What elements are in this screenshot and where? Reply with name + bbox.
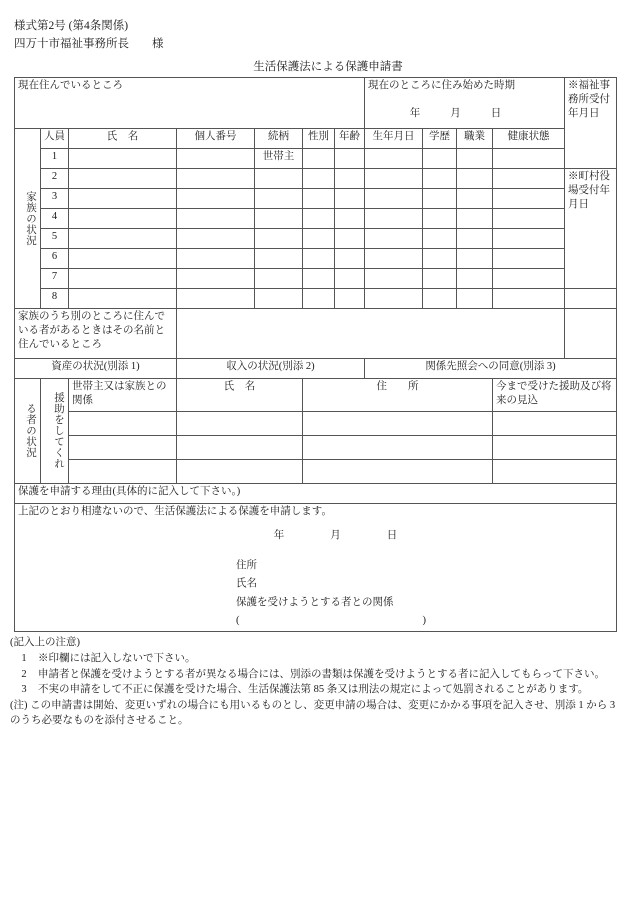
signature-block — [18, 543, 613, 631]
member-occupation[interactable] — [457, 288, 493, 308]
paren-open: ( — [236, 615, 240, 627]
reason-row — [15, 483, 617, 503]
member-birthdate[interactable] — [365, 168, 423, 188]
member-personal-number[interactable] — [177, 288, 255, 308]
signature-name-label[interactable]: 氏名 — [236, 578, 257, 590]
note-number: 1 — [21, 653, 27, 664]
note-text: 不実の申請をして不正に保護を受けた場合、生活保護法第 85 条又は刑法の規定によって処罰されることがあります。 — [38, 684, 589, 696]
member-age[interactable] — [335, 268, 365, 288]
table-row — [15, 148, 617, 168]
member-health[interactable] — [493, 148, 565, 168]
supporter-side-label-outer: る者の状況 — [15, 378, 41, 483]
member-occupation[interactable] — [457, 248, 493, 268]
declaration-cell — [15, 503, 617, 632]
town-receipt-spacer — [565, 288, 617, 308]
separate-residence-label: 家族のうち別のところに住んでいる者があるときはその名前と住んでいるところ — [15, 308, 177, 358]
table-row — [15, 268, 617, 288]
member-personal-number[interactable] — [177, 208, 255, 228]
table-row — [15, 248, 617, 268]
town-receipt-label: ※町村役場受付年月日 — [568, 170, 610, 210]
member-occupation[interactable] — [457, 228, 493, 248]
day-label: 日 — [386, 529, 398, 541]
note-text: ※印欄には記入しないで下さい。 — [38, 653, 196, 664]
consent-inquiry-cell[interactable]: 関係先照会への同意(別添 3) — [365, 358, 617, 378]
member-education[interactable] — [423, 168, 457, 188]
current-residence-label: 現在住んでいるところ — [18, 79, 123, 91]
member-occupation[interactable] — [457, 208, 493, 228]
member-name[interactable] — [69, 228, 177, 248]
table-row — [15, 411, 617, 435]
table-row — [15, 188, 617, 208]
table-row — [15, 435, 617, 459]
income-status-cell[interactable]: 収入の状況(別添 2) — [177, 358, 365, 378]
member-birthdate[interactable] — [365, 208, 423, 228]
member-occupation[interactable] — [457, 168, 493, 188]
table-row — [15, 228, 617, 248]
member-age[interactable] — [335, 228, 365, 248]
member-gender[interactable] — [303, 168, 335, 188]
member-name[interactable] — [69, 268, 177, 288]
member-health[interactable] — [493, 288, 565, 308]
col-header-supporter-outlook: 今まで受けた援助及び将来の見込 — [493, 378, 617, 411]
residence-since-cell[interactable] — [365, 77, 565, 128]
separate-residence-row — [15, 308, 617, 358]
office-receipt-label: ※福祉事務所受付年月日 — [568, 79, 610, 119]
member-gender[interactable] — [303, 268, 335, 288]
table-row — [15, 208, 617, 228]
separate-residence-input[interactable] — [177, 308, 565, 358]
form-number: 様式第2号 (第4条関係) — [14, 20, 129, 32]
member-number: 8 — [41, 288, 69, 308]
application-form-table — [14, 77, 617, 633]
member-personal-number[interactable] — [177, 168, 255, 188]
member-personal-number[interactable] — [177, 268, 255, 288]
member-relation[interactable]: 世帯主 — [255, 148, 303, 168]
assets-status-cell[interactable]: 資産の状況(別添 1) — [15, 358, 177, 378]
member-education[interactable] — [423, 288, 457, 308]
note-number: 3 — [21, 684, 27, 696]
table-row — [15, 168, 617, 188]
document-header — [0, 0, 630, 54]
supporter-address[interactable] — [303, 459, 493, 483]
declaration-row — [15, 503, 617, 632]
month-label: 月 — [330, 529, 341, 541]
col-header-number: 人員 — [41, 128, 69, 148]
member-personal-number[interactable] — [177, 248, 255, 268]
supporter-outlook[interactable] — [493, 459, 617, 483]
note-text: 申請者と保護を受けようとする者が異なる場合には、別添の書類は保護を受けようとする者に記入してもらって下さい。 — [38, 668, 605, 680]
member-personal-number[interactable] — [177, 228, 255, 248]
member-education[interactable] — [423, 188, 457, 208]
member-age[interactable] — [335, 208, 365, 228]
supporter-name[interactable] — [177, 459, 303, 483]
addressee: 四万十市福祉事務所長 様 — [14, 37, 164, 50]
list-item — [10, 667, 622, 683]
member-personal-number[interactable] — [177, 188, 255, 208]
member-name[interactable] — [69, 168, 177, 188]
member-education[interactable] — [423, 268, 457, 288]
member-education[interactable] — [423, 148, 457, 168]
supporter-outlook[interactable] — [493, 435, 617, 459]
member-age[interactable] — [335, 248, 365, 268]
member-gender[interactable] — [303, 288, 335, 308]
supporter-relation[interactable] — [69, 411, 177, 435]
member-birthdate[interactable] — [365, 228, 423, 248]
supporter-outlook[interactable] — [493, 411, 617, 435]
member-health[interactable] — [493, 188, 565, 208]
member-name[interactable] — [69, 148, 177, 168]
day-label: 日 — [490, 107, 502, 119]
list-item — [10, 651, 622, 667]
supporter-relation[interactable] — [69, 459, 177, 483]
year-label: 年 — [273, 529, 285, 541]
family-header-row — [15, 128, 617, 148]
member-number: 2 — [41, 168, 69, 188]
member-relation[interactable] — [255, 228, 303, 248]
col-header-supporter-name: 氏 名 — [177, 378, 303, 411]
member-name[interactable] — [69, 188, 177, 208]
signature-address-label[interactable]: 住所 — [236, 559, 257, 571]
signature-relation-field[interactable] — [236, 612, 426, 630]
member-number: 5 — [41, 228, 69, 248]
member-birthdate[interactable] — [365, 148, 423, 168]
member-relation[interactable] — [255, 248, 303, 268]
member-name[interactable] — [69, 288, 177, 308]
col-header-personal-number: 個人番号 — [177, 128, 255, 148]
supporter-side-label-inner: 援助をしてくれ — [41, 378, 69, 483]
member-occupation[interactable] — [457, 188, 493, 208]
member-age[interactable] — [335, 168, 365, 188]
member-education[interactable] — [423, 208, 457, 228]
page-title: 生活保護法による保護申請書 — [253, 60, 403, 73]
declaration-text: 上記のとおり相違ないので、生活保護法による保護を申請します。 — [18, 505, 332, 517]
table-row — [15, 288, 617, 308]
col-header-age: 年齢 — [335, 128, 365, 148]
supporter-address[interactable] — [303, 435, 493, 459]
member-birthdate[interactable] — [365, 268, 423, 288]
supporter-relation[interactable] — [69, 435, 177, 459]
list-item — [10, 682, 622, 698]
supporter-header-row — [15, 378, 617, 411]
member-education[interactable] — [423, 228, 457, 248]
member-age[interactable] — [335, 188, 365, 208]
member-relation[interactable] — [255, 188, 303, 208]
separate-residence-spacer — [565, 308, 617, 358]
member-health[interactable] — [493, 248, 565, 268]
year-label: 年 — [409, 107, 421, 119]
col-header-health: 健康状態 — [493, 128, 565, 148]
member-number: 1 — [41, 148, 69, 168]
member-number: 4 — [41, 208, 69, 228]
member-education[interactable] — [423, 248, 457, 268]
member-name[interactable] — [69, 208, 177, 228]
town-receipt-cell[interactable] — [565, 168, 617, 288]
member-age[interactable] — [335, 288, 365, 308]
signature-relation-label: 保護を受けようとする者との関係 — [236, 596, 394, 608]
member-name[interactable] — [69, 248, 177, 268]
member-health[interactable] — [493, 168, 565, 188]
notes-remark: (注) この申請書は開始、変更いずれの場合にも用いるものとし、変更申請の場合は、変更にかかる事項を記入させ、別添 1 から 3 のうち必要なものを添付させること。 — [10, 699, 616, 727]
paren-close: ) — [422, 615, 426, 627]
family-status-side-label: 家族の状況 — [15, 128, 41, 308]
supporter-name[interactable] — [177, 411, 303, 435]
month-label: 月 — [450, 107, 461, 119]
reason-label: 保護を申請する理由(具体的に記入して下さい。) — [18, 485, 241, 497]
member-gender[interactable] — [303, 148, 335, 168]
col-header-birthdate: 生年月日 — [365, 128, 423, 148]
col-header-gender: 性別 — [303, 128, 335, 148]
member-occupation[interactable] — [457, 268, 493, 288]
member-birthdate[interactable] — [365, 288, 423, 308]
residence-since-date — [368, 93, 561, 121]
current-residence-cell[interactable] — [15, 77, 365, 128]
col-header-name: 氏 名 — [69, 128, 177, 148]
member-gender[interactable] — [303, 188, 335, 208]
member-birthdate[interactable] — [365, 248, 423, 268]
member-age[interactable] — [335, 148, 365, 168]
member-gender[interactable] — [303, 248, 335, 268]
col-header-occupation: 職業 — [457, 128, 493, 148]
col-header-supporter-relation: 世帯主又は家族との関係 — [69, 378, 177, 411]
member-birthdate[interactable] — [365, 188, 423, 208]
member-number: 6 — [41, 248, 69, 268]
col-header-relation: 続柄 — [255, 128, 303, 148]
member-health[interactable] — [493, 228, 565, 248]
notes-section — [10, 635, 622, 728]
notes-heading: (記入上の注意) — [10, 637, 80, 649]
supporter-address[interactable] — [303, 411, 493, 435]
member-health[interactable] — [493, 268, 565, 288]
reason-cell[interactable] — [15, 483, 617, 503]
residence-row — [15, 77, 617, 128]
table-row — [15, 459, 617, 483]
note-number: 2 — [21, 668, 27, 680]
member-health[interactable] — [493, 208, 565, 228]
col-header-education: 学歴 — [423, 128, 457, 148]
member-occupation[interactable] — [457, 148, 493, 168]
attachments-row — [15, 358, 617, 378]
residence-since-label: 現在のところに住み始めた時期 — [368, 79, 515, 91]
member-relation[interactable] — [255, 208, 303, 228]
supporter-name[interactable] — [177, 435, 303, 459]
member-relation[interactable] — [255, 268, 303, 288]
member-relation[interactable] — [255, 288, 303, 308]
member-gender[interactable] — [303, 208, 335, 228]
office-receipt-cell[interactable] — [565, 77, 617, 168]
member-number: 3 — [41, 188, 69, 208]
member-gender[interactable] — [303, 228, 335, 248]
col-header-supporter-address: 住 所 — [303, 378, 493, 411]
member-personal-number[interactable] — [177, 148, 255, 168]
member-number: 7 — [41, 268, 69, 288]
declaration-date[interactable] — [18, 519, 613, 543]
member-relation[interactable] — [255, 168, 303, 188]
